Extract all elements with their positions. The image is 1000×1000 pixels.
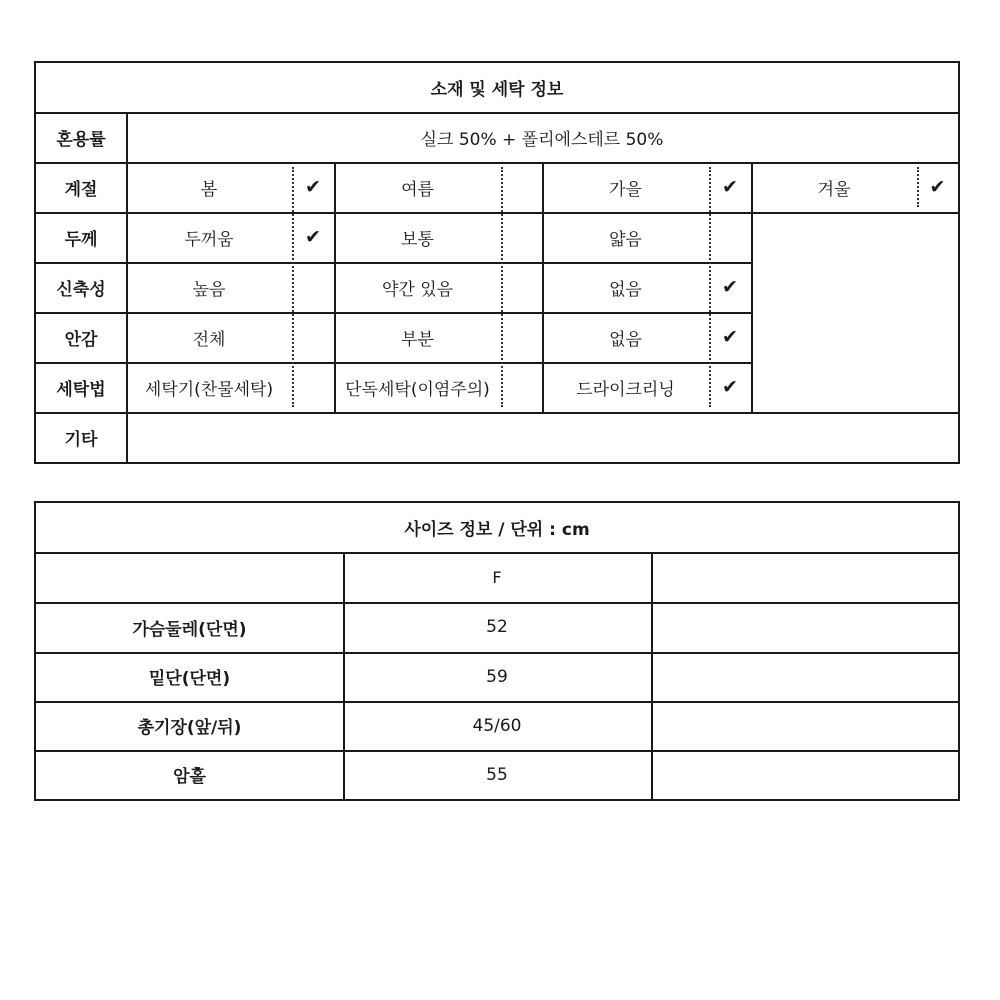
size-value-chest: 52	[486, 617, 508, 637]
row-label-season: 계절	[64, 179, 98, 200]
check-icon	[501, 362, 542, 412]
check-icon	[292, 362, 334, 412]
size-label-hem: 밑단(단면)	[148, 669, 231, 689]
row-label-thickness: 두께	[64, 229, 98, 250]
option-none: 없음	[609, 329, 642, 350]
care-info-table	[34, 61, 960, 464]
size-value-hem: 59	[486, 666, 508, 687]
row-label-material: 혼용률	[56, 129, 106, 150]
option-none: 없음	[609, 279, 642, 300]
check-icon: ✔	[305, 176, 321, 198]
size-label-length: 총기장(앞/뒤)	[137, 718, 242, 738]
size-header-empty	[651, 552, 958, 602]
check-icon: ✔	[722, 326, 738, 348]
check-icon	[501, 162, 542, 212]
check-icon: ✔	[722, 276, 738, 298]
option-autumn: 가을	[609, 179, 642, 200]
size-label-armhole: 암홀	[173, 767, 206, 787]
option-dry-cleaning: 드라이크리닝	[576, 379, 675, 400]
option-high: 높음	[192, 279, 226, 300]
material-composition: 실크 50% + 폴리에스테르 50%	[420, 129, 664, 150]
option-thin: 얇음	[609, 229, 642, 250]
check-icon	[292, 312, 334, 362]
size-value-armhole: 55	[486, 764, 508, 785]
check-icon: ✔	[929, 176, 946, 198]
option-thick: 두꺼움	[184, 229, 234, 250]
check-icon	[501, 312, 542, 362]
size-value-empty	[651, 750, 958, 799]
option-normal: 보통	[401, 229, 434, 250]
option-separate-wash: 단독세탁(이염주의)	[345, 379, 490, 400]
option-slight: 약간 있음	[381, 279, 454, 300]
option-winter: 겨울	[817, 179, 851, 200]
option-spring: 봄	[200, 179, 218, 200]
etc-value	[126, 412, 958, 462]
size-value-empty	[651, 602, 958, 652]
check-icon	[709, 212, 751, 262]
option-machine-wash: 세탁기(찬물세탁)	[144, 379, 274, 400]
row-label-lining: 안감	[64, 329, 98, 350]
option-full: 전체	[192, 329, 226, 350]
size-header-empty	[36, 552, 343, 602]
size-label-chest: 가슴둘레(단면)	[132, 619, 247, 640]
care-table-title: 소재 및 세탁 정보	[36, 63, 958, 114]
size-value-empty	[651, 701, 958, 750]
check-icon: ✔	[722, 176, 738, 198]
row-label-etc: 기타	[64, 429, 98, 450]
size-table-title: 사이즈 정보 / 단위 : cm	[36, 503, 958, 554]
size-value-length: 45/60	[472, 715, 522, 736]
option-partial: 부분	[401, 329, 434, 350]
option-summer: 여름	[401, 179, 434, 200]
check-icon	[292, 262, 334, 312]
check-icon	[501, 212, 542, 262]
size-value-empty	[651, 652, 958, 701]
check-icon: ✔	[305, 226, 321, 248]
row-label-stretch: 신축성	[56, 279, 106, 300]
size-info-table	[34, 501, 960, 801]
size-header-f: F	[492, 567, 502, 587]
check-icon	[501, 262, 542, 312]
check-icon: ✔	[722, 376, 738, 398]
row-label-washing: 세탁법	[56, 379, 106, 400]
